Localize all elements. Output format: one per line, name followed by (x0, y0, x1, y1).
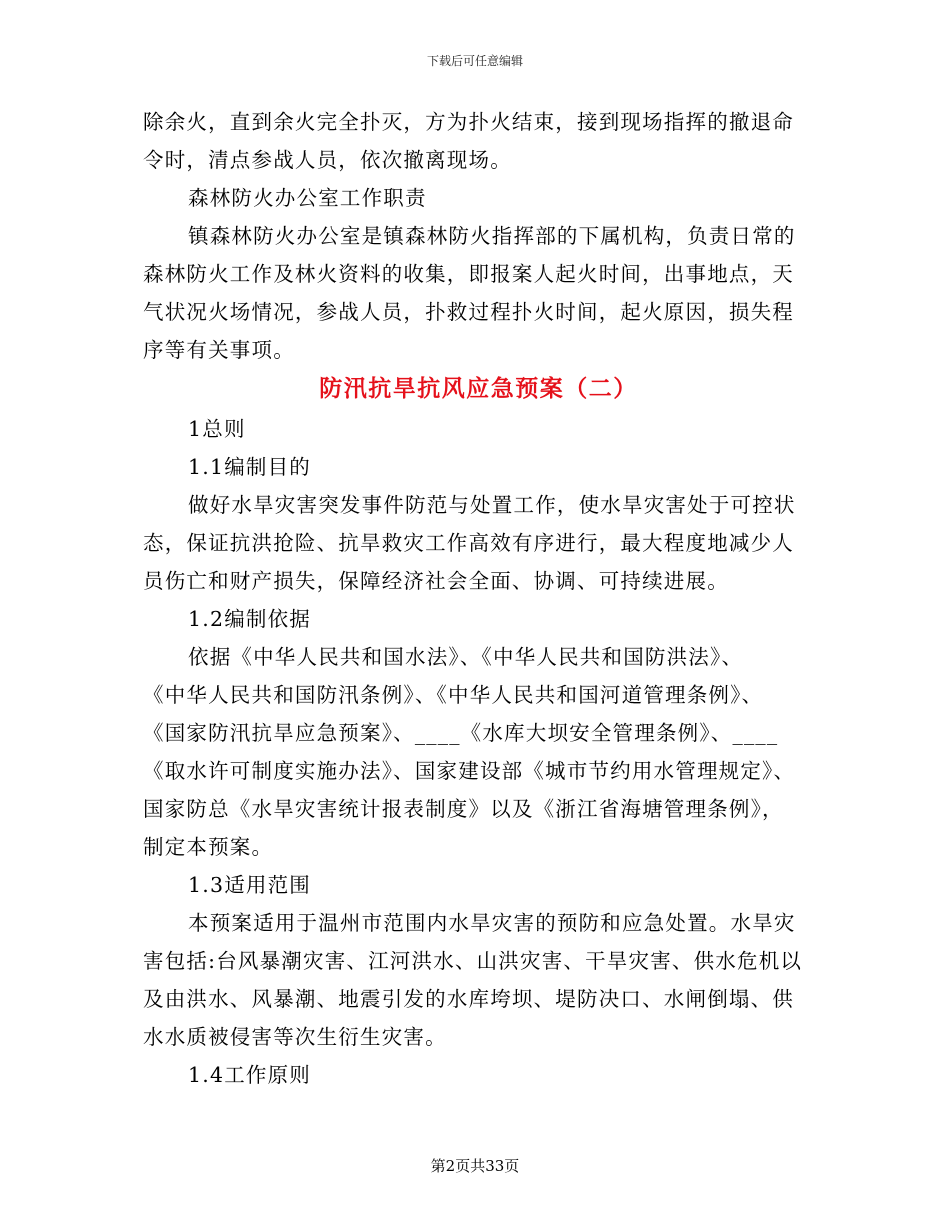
text-line: 员伤亡和财产损失，保障经济社会全面、协调、可持续进展。 (143, 569, 729, 593)
text-line: 水水质被侵害等次生衍生灾害。 (143, 1025, 447, 1049)
text-line: 制定本预案。 (143, 835, 274, 859)
section-heading: 1.2编制依据 (188, 607, 312, 631)
text-line: 《中华人民共和国防汛条例》、《中华人民共和国河道管理条例》、 (143, 683, 764, 707)
text-line: 本预案适用于温州市范围内水旱灾害的预防和应急处置。水旱灾 (188, 911, 796, 935)
page-footer: 第2页共33页 (430, 1157, 520, 1175)
section-heading: 森林防火办公室工作职责 (188, 186, 427, 210)
text-line: 森林防火工作及林火资料的收集，即报案人起火时间，出事地点，天 (143, 262, 794, 286)
text-line: 序等有关事项。 (143, 338, 295, 362)
text-line: 害包括:台风暴潮灾害、江河洪水、山洪灾害、干旱灾害、供水危机以 (143, 949, 803, 973)
text-line: 气状况火场情况，参战人员，扑救过程扑火时间，起火原因，损失程 (143, 300, 794, 324)
text-line: 做好水旱灾害突发事件防范与处置工作，使水旱灾害处于可控状 (188, 493, 796, 517)
text-line: 镇森林防火办公室是镇森林防火指挥部的下属机构，负责日常的 (188, 224, 796, 248)
document-title-text: 防汛抗旱抗风应急预案（二） (319, 375, 638, 402)
text-line: 依据《中华人民共和国水法》、《中华人民共和国防洪法》、 (188, 645, 744, 669)
text-line: 国家防总《水旱灾害统计报表制度》以及《浙江省海塘管理条例》， (143, 797, 784, 821)
document-body (143, 103, 808, 1094)
text-line: 令时，清点参战人员，依次撤离现场。 (143, 148, 512, 172)
text-line: 《取水许可制度实施办法》、国家建设部《城市节约用水管理规定》、 (143, 759, 796, 783)
text-line: 态，保证抗洪抢险、抗旱救灾工作高效有序进行，最大程度地减少人 (143, 531, 794, 555)
section-heading: 1.3适用范围 (188, 873, 312, 897)
section-heading: 1.4工作原则 (188, 1063, 312, 1087)
text-line: 除余火，直到余火完全扑灭，方为扑火结束，接到现场指挥的撤退命 (143, 110, 794, 134)
page-header: 下载后可任意编辑 (426, 54, 523, 68)
section-heading: 1.1编制目的 (188, 455, 312, 479)
section-heading: 1总则 (188, 417, 246, 441)
text-line: 及由洪水、风暴潮、地震引发的水库垮坝、堤防决口、水闸倒塌、供 (143, 987, 794, 1011)
document-title (143, 368, 808, 410)
text-line: 《国家防汛抗旱应急预案》、____《水库大坝安全管理条例》、____ (143, 721, 779, 745)
